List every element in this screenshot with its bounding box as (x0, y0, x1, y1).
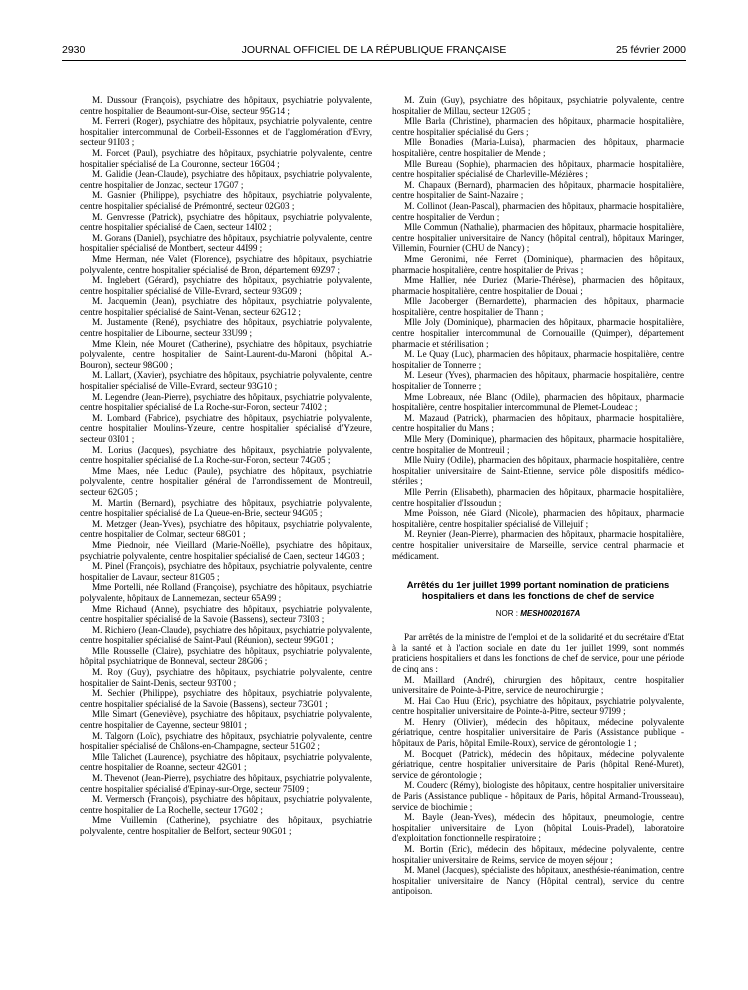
appointment-entry: M. Hai Cao Huu (Eric), psychiatre des hôpitaux, psychiatrie polyvalente, centre hospitalier universitaire de Pointe-à-Pitre, secteur 97I99 ; (392, 695, 684, 717)
appointment-entry: M. Mazaud (Patrick), pharmacien des hôpitaux, pharmacie hospitalière, centre hospitalier du Mans ; (392, 412, 684, 434)
appointment-entry: Mme Lobreaux, née Blanc (Odile), pharmacien des hôpitaux, pharmacie hospitalière, centre hospitalier intercommunal de Plemet-Loudeac ; (392, 391, 684, 413)
appointment-entry: M. Metzger (Jean-Yves), psychiatre des hôpitaux, psychiatrie polyvalente, centre hospitalier de Colmar, secteur 68G01 ; (80, 518, 372, 540)
appointment-entry: Mlle Bureau (Sophie), pharmacien des hôpitaux, pharmacie hospitalière, centre hospitalier spécialisé de Charleville-Mézières ; (392, 158, 684, 180)
appointment-entry: M. Lallart, (Xavier), psychiatre des hôpitaux, psychiatrie polyvalente, centre hospitalier spécialisé de Ville-Evrard, secteur 93G10 ; (80, 370, 372, 392)
appointment-entry: M. Maillard (André), chirurgien des hôpitaux, centre hospitalier universitaire de Pointe-à-Pitre, service de neurochirurgie ; (392, 674, 684, 696)
appointment-entry: M. Galidie (Jean-Claude), psychiatre des hôpitaux, psychiatrie polyvalente, centre hospitalier de Jonzac, secteur 17G07 ; (80, 169, 372, 190)
appointment-entry: M. Couderc (Rémy), biologiste des hôpitaux, centre hospitalier universitaire de Paris (Assistance publique - hôpitaux de Paris, hôpital Armand-Trousseau), service de biochimie ; (392, 780, 684, 812)
journal-title: JOURNAL OFFICIEL DE LA RÉPUBLIQUE FRANÇAISE (241, 44, 507, 56)
appointment-entry: Mme Piednoir, née Vieillard (Marie-Noëlle), psychiatre des hôpitaux, psychiatrie polyvalente, centre hospitalier spécialisé de Caen, secteur 14G03 ; (80, 539, 372, 561)
appointment-entry: M. Vermersch (François), psychiatre des hôpitaux, psychiatrie polyvalente, centre hospitalier de La Rochelle, secteur 17G02 ; (80, 794, 372, 815)
section-title: Arrêtés du 1er juillet 1999 portant nomination de praticiens hospitaliers et dans les fonctions de chef de service (406, 579, 670, 602)
appointment-entry: M. Chapaux (Bernard), pharmacien des hôpitaux, pharmacie hospitalière, centre hospitalier de Saint-Nazaire ; (392, 179, 684, 201)
appointment-entry: M. Martin (Bernard), psychiatre des hôpitaux, psychiatrie polyvalente, centre hospitalier spécialisé de La Queue-en-Brie, secteur 94G05 ; (80, 497, 372, 519)
page-header (62, 44, 686, 58)
appointment-entry: Mlle Mery (Dominique), pharmacien des hôpitaux, pharmacie hospitalière, centre hospitalier de Montreuil ; (392, 434, 684, 455)
appointment-entry: M. Bortin (Eric), médecin des hôpitaux, médecine polyvalente, centre hospitalier universitaire de Reims, service de moyen séjour ; (392, 844, 684, 865)
appointment-entry: M. Inglebert (Gérard), psychiatre des hôpitaux, psychiatrie polyvalente, centre hospitalier spécialisé de Ville-Evrard, secteur 93G09 ; (80, 275, 372, 296)
appointment-entry: Mlle Joly (Dominique), pharmacien des hôpitaux, pharmacie hospitalière, centre hospitalier intercommunal de Cornouaille (Quimper), département pharmacie et stérilisation ; (392, 317, 684, 349)
appointment-entry: M. Ferreri (Roger), psychiatre des hôpitaux, psychiatrie polyvalente, centre hospitalier intercommunal de Corbeil-Essonnes et de l'agglomération d'Evry, secteur 91I03 ; (80, 116, 372, 148)
appointment-entry: M. Gasnier (Philippe), psychiatre des hôpitaux, psychiatrie polyvalente, centre hospitalier spécialisé de Prémontré, secteur 02G03 ; (80, 190, 372, 211)
decree-section (392, 579, 684, 897)
section-intro: Par arrêtés de la ministre de l'emploi et de la solidarité et du secrétaire d'Etat à la santé et à l'action sociale en date du 1er juillet 1999, sont nommés praticiens hospitaliers et dans les fonctions de chef de service, pour une période de cinq ans : (392, 632, 684, 674)
appointment-entry: Mme Hallier, née Duriez (Marie-Thérèse), pharmacien des hôpitaux, pharmacie hospitalière, centre hospitalier de Douai ; (392, 275, 684, 296)
appointment-entry: M. Justamente (René), psychiatre des hôpitaux, psychiatrie polyvalente, centre hospitalier de Libourne, secteur 33U99 ; (80, 317, 372, 339)
appointment-entry: M. Talgorn (Loïc), psychiatre des hôpitaux, psychiatrie polyvalente, centre hospitalier spécialisé de Châlons-en-Champagne, secteur 51G02 ; (80, 730, 372, 752)
appointment-entry: M. Le Quay (Luc), pharmacien des hôpitaux, pharmacie hospitalière, centre hospitalier de Tonnerre ; (392, 349, 684, 370)
appointment-entry: M. Henry (Olivier), médecin des hôpitaux, médecine polyvalente gériatrique, centre hospitalier universitaire de Paris (Assistance publique - hôpitaux de Paris, hôpital Emile-Roux), service de gérontologie 1 ; (392, 716, 684, 749)
appointment-entry: Mlle Jacoberger (Bernardette), pharmacien des hôpitaux, pharmacie hospitalière, centre hospitalier de Thann ; (392, 296, 684, 317)
appointment-entry: M. Jacquemin (Jean), psychiatre des hôpitaux, psychiatrie polyvalente, centre hospitalier spécialisé de Saint-Venan, secteur 62G12 ; (80, 296, 372, 317)
appointment-entry: M. Bayle (Jean-Yves), médecin des hôpitaux, pneumologie, centre hospitalier universitaire de Lyon (hôpital Louis-Pradel), laboratoire d'exploitation fonctionnelle respiratoire ; (392, 812, 684, 844)
appointment-entry: M. Genvresse (Patrick), psychiatre des hôpitaux, psychiatrie polyvalente, centre hospitalier spécialisé de Caen, secteur 14I02 ; (80, 211, 372, 233)
appointment-entry: M. Dussour (François), psychiatre des hôpitaux, psychiatrie polyvalente, centre hospitalier de Beaumont-sur-Oise, secteur 95G14 ; (80, 95, 372, 116)
appointment-entry: Mme Klein, née Mouret (Catherine), psychiatre des hôpitaux, psychiatrie polyvalente, centre hospitalier de Saint-Laurent-du-Maroni (hôpital A.-Bouron), secteur 98G00 ; (80, 338, 372, 370)
appointment-entry: Mme Herman, née Valet (Florence), psychiatre des hôpitaux, psychiatrie polyvalente, centre hospitalier spécialisé de Bron, département 69Z97 ; (80, 253, 372, 275)
appointment-entry: M. Lorius (Jacques), psychiatre des hôpitaux, psychiatrie polyvalente, centre hospitalier spécialisé de La Roche-sur-Foron, secteur 74G05 ; (80, 444, 372, 466)
issue-date: 25 février 2000 (615, 44, 686, 56)
appointment-entry: M. Legendre (Jean-Pierre), psychiatre des hôpitaux, psychiatrie polyvalente, centre hospitalier spécialisé de La Roche-sur-Foron, secteur 74I02 ; (80, 391, 372, 413)
page-number: 2930 (62, 44, 86, 56)
appointment-entry: M. Richiero (Jean-Claude), psychiatre des hôpitaux, psychiatrie polyvalente, centre hospitalier spécialisé de Saint-Paul (Réunion), secteur 99G01 ; (80, 624, 372, 646)
appointment-entry: M. Collinot (Jean-Pascal), pharmacien des hôpitaux, pharmacie hospitalière, centre hospitalier de Verdun ; (392, 200, 684, 222)
nor-reference (392, 609, 684, 618)
appointment-entry: M. Gorans (Daniel), psychiatre des hôpitaux, psychiatrie polyvalente, centre hospitalier spécialisé de Montbert, secteur 44I99 ; (80, 232, 372, 254)
appointment-entry: Mme Portelli, née Rolland (Françoise), psychiatre des hôpitaux, psychiatrie polyvalente, hôpitaux de Lannemezan, secteur 65A99 ; (80, 582, 372, 603)
header-rule (62, 60, 686, 61)
appointment-entry: Mlle Rousselle (Claire), psychiatre des hôpitaux, psychiatrie polyvalente, hôpital psychiatrique de Bonneval, secteur 28G06 ; (80, 645, 372, 667)
appointment-entry: M. Forcet (Paul), psychiatre des hôpitaux, psychiatrie polyvalente, centre hospitalier spécialisé de La Couronne, secteur 16G04 ; (80, 147, 372, 169)
appointment-entry: Mme Richaud (Anne), psychiatre des hôpitaux, psychiatrie polyvalente, centre hospitalier spécialisé de la Savoie (Bassens), secteur 73I03 ; (80, 603, 372, 625)
left-column (80, 95, 372, 977)
section-entry-list (392, 675, 684, 897)
appointment-entry: M. Zuin (Guy), psychiatre des hôpitaux, psychiatrie polyvalente, centre hospitalier de Millau, secteur 12G05 ; (392, 95, 684, 116)
right-entry-list (392, 95, 684, 561)
appointment-entry: M. Thevenot (Jean-Pierre), psychiatre des hôpitaux, psychiatrie polyvalente, centre hospitalier spécialisé d'Epinay-sur-Orge, secteur 75I09 ; (80, 773, 372, 794)
appointment-entry: Mlle Perrin (Elisabeth), pharmacien des hôpitaux, pharmacie hospitalière, centre hospitalier d'Issoudun ; (392, 486, 684, 508)
appointment-entry: Mlle Barla (Christine), pharmacien des hôpitaux, pharmacie hospitalière, centre hospitalier spécialisé du Gers ; (392, 116, 684, 137)
appointment-entry: Mlle Simart (Geneviève), psychiatre des hôpitaux, psychiatrie polyvalente, centre hospitalier de Cayenne, secteur 98I01 ; (80, 709, 372, 731)
appointment-entry: M. Pinel (François), psychiatre des hôpitaux, psychiatrie polyvalente, centre hospitalier de Lavaur, secteur 81G05 ; (80, 561, 372, 582)
nor-code: MESH0020167A (520, 609, 581, 619)
right-column (392, 95, 684, 977)
appointment-entry: M. Roy (Guy), psychiatre des hôpitaux, psychiatrie polyvalente, centre hospitalier de Saint-Denis, secteur 93T00 ; (80, 667, 372, 688)
appointment-entry: Mme Maes, née Leduc (Paule), psychiatre des hôpitaux, psychiatrie polyvalente, centre hospitalier général de l'arrondissement de Montreuil, secteur 62G05 ; (80, 465, 372, 497)
appointment-entry: M. Manel (Jacques), spécialiste des hôpitaux, anesthésie-réanimation, centre hospitalier universitaire de Nancy (Hôpital central), service du centre antipoison. (392, 865, 684, 897)
appointment-entry: Mme Geronimi, née Ferret (Dominique), pharmacien des hôpitaux, pharmacie hospitalière, centre hospitalier de Privas ; (392, 253, 684, 275)
appointment-entry: M. Leseur (Yves), pharmacien des hôpitaux, pharmacie hospitalière, centre hospitalier de Tonnerre ; (392, 370, 684, 392)
appointment-entry: M. Bocquet (Patrick), médecin des hôpitaux, médecine polyvalente gériatrique, centre hospitalier universitaire de Paris (hôpital René-Muret), service de gérontologie ; (392, 748, 684, 780)
appointment-entry: Mme Vuillemin (Catherine), psychiatre des hôpitaux, psychiatrie polyvalente, centre hospitalier de Belfort, secteur 90G01 ; (80, 815, 372, 836)
nor-label: NOR : (495, 609, 518, 619)
appointment-entry: Mlle Nuiry (Odile), pharmacien des hôpitaux, pharmacie hospitalière, centre hospitalier universitaire de Saint-Etienne, service pôle dispositifs médico-stériles ; (392, 455, 684, 487)
appointment-entry: M. Lombard (Fabrice), psychiatre des hôpitaux, psychiatrie polyvalente, centre hospitalier Moulins-Yzeure, centre hospitalier spécialisé d'Yzeure, secteur 03I01 ; (80, 412, 372, 444)
appointment-entry: Mme Poisson, née Giard (Nicole), pharmacien des hôpitaux, pharmacie hospitalière, centre hospitalier spécialisé de Villejuif ; (392, 508, 684, 529)
appointment-entry: M. Sechier (Philippe), psychiatre des hôpitaux, psychiatrie polyvalente, centre hospitalier spécialisé de la Savoie (Bassens), secteur 73G01 ; (80, 688, 372, 709)
appointment-entry: Mlle Commun (Nathalie), pharmacien des hôpitaux, pharmacie hospitalière, centre hospitalier universitaire de Nancy (hôpital central), hôpitaux Maringer, Villemin, Fournier (CHU de Nancy) ; (392, 222, 684, 254)
appointment-entry: Mlle Talichet (Laurence), psychiatre des hôpitaux, psychiatrie polyvalente, centre hospitalier de Roanne, secteur 42G01 ; (80, 751, 372, 773)
appointment-entry: Mlle Bonadies (Maria-Luisa), pharmacien des hôpitaux, pharmacie hospitalière, centre hospitalier de Mende ; (392, 137, 684, 158)
appointment-entry: M. Reynier (Jean-Pierre), pharmacien des hôpitaux, pharmacie hospitalière, centre hospitalier universitaire de Marseille, service central pharmacie et médicament. (392, 529, 684, 561)
